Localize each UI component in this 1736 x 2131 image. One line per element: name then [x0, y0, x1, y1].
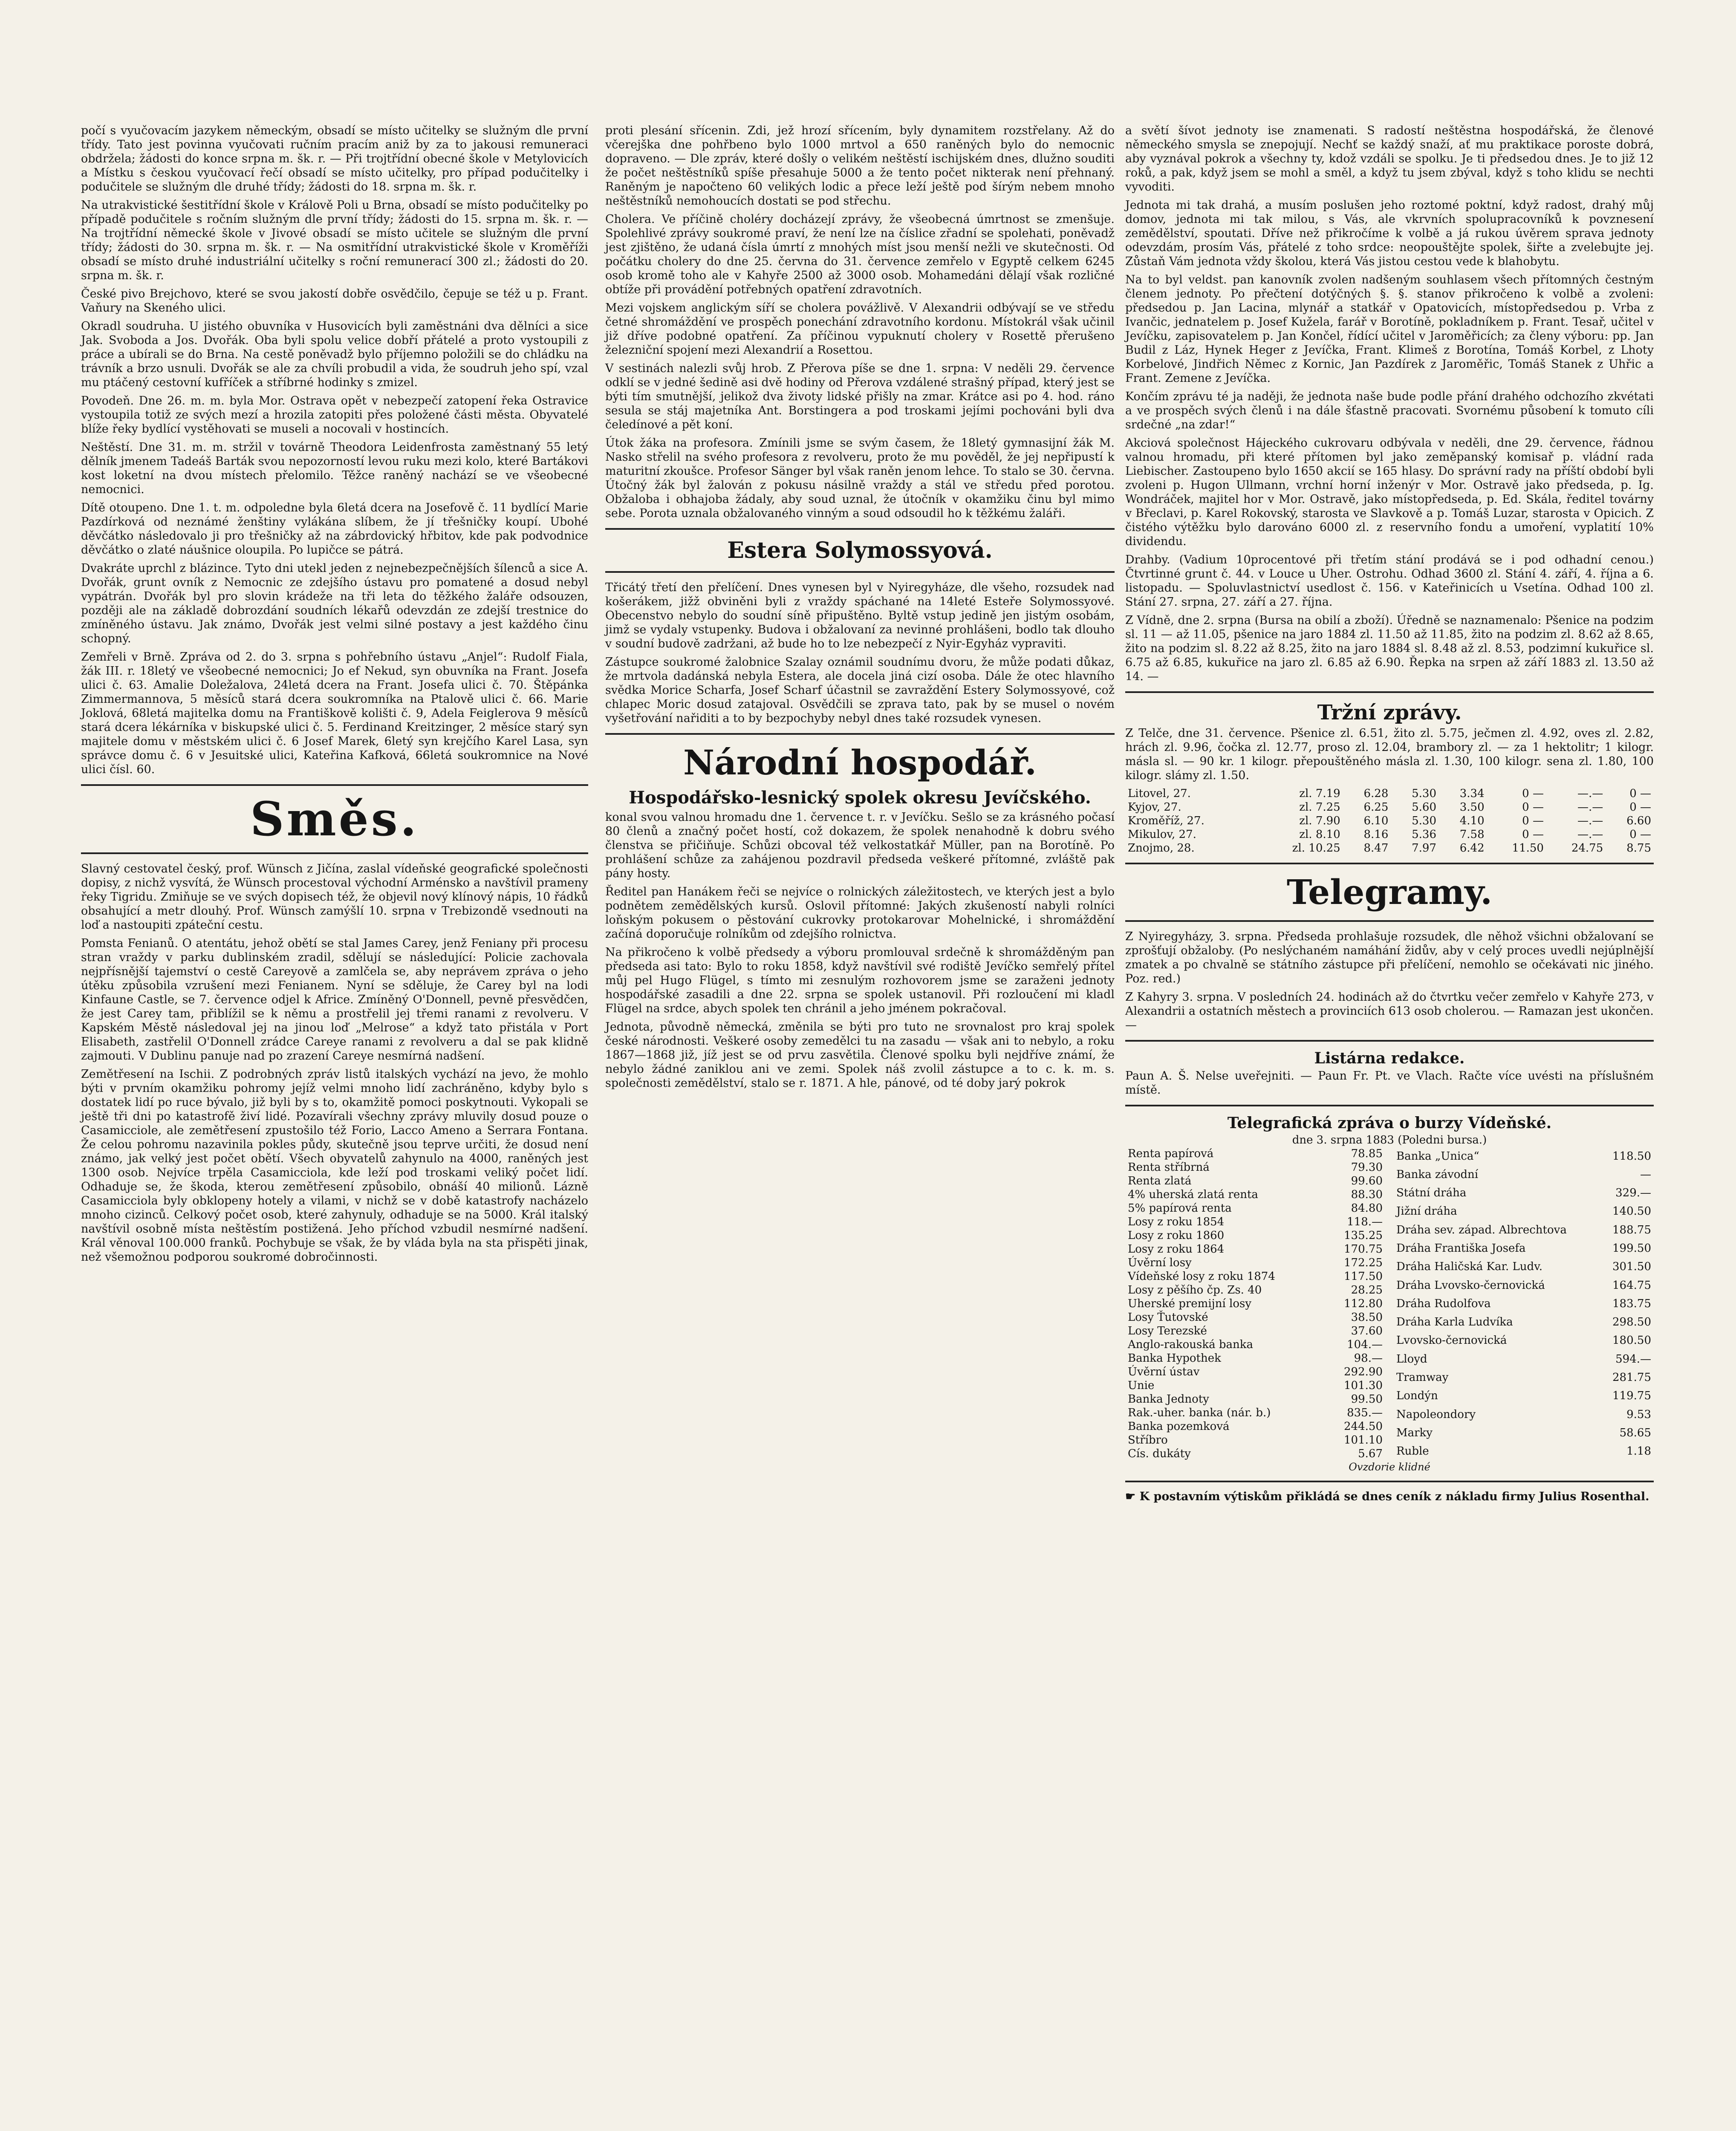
article-spolek-cont: a světí šívot jednoty ise znamenati. S radostí neštěstna hospodářská, že členové německého smysla se znepojují. Nechť se každý snaží, ať mu praktikace poroste dobrá, aby vyznával pokrok a všechny ty, kdož vzdáli se spolku. Je ti předsedou dnes. Je to již 12 roků, a pak, když jsem se mohl a směl, a když tu jsem zbýval, když s toho klidu se nechti vyvoditi. — [1125, 124, 1654, 193]
burza-name: 4% uherská zlatá renta — [1128, 1188, 1258, 1201]
burza-row — [1395, 1276, 1653, 1294]
market-cell: 0 — — [1522, 787, 1544, 800]
burza-row — [1126, 1270, 1384, 1283]
article-ischia: Zemětřesení na Ischii. Z podrobných zpráv listů italských vychází na jevo, že mohlo býti v prvním okamžiku pohromy jejíž velmi mnoho lidí zachráněno, kdyby bylo s dostatek lidí po ruce bývalo, již byli by s to, okamžitě pomoci poskytnouti. Vykopali se ještě tři dni po katastrofě živí lidé. Pozavírali všechny zprávy mluvily dosud pouze o Casamicciole, ale zemětřesení zpustošilo též Forio, Lacco Ameno a Serrara Fontana. Že celou pohromu nazavinila pokles půdy, skutečně jsou teprve určiti, že dosud není známo, jak velký jest počet obětí. Všech obyvatelů zahynulo na 4000, raněných jest 1300 osob. Nejvíce trpěla Casamicciola, kde leží pod troskami veliký počet lidí. Odhaduje se, že škoda, kterou zemětřesení způsobilo, obnáší 40 milionů. Lázně Casamicciola byly obklopeny hotely a vilami, v nichž se v době katastrofy nacházelo mnoho cizinců. Celkový počet osob, které zahynuly, odhaduje se na 5000. Král italský navštívil osobně místa neštěstím postižená. Jeho příchod vzbudil nesmírné nadšení. Král věnoval 100.000 franků. Pochybuje se však, že by vláda byla na sta přispěti jinak, než všemožnou podporou soukromé dobročinnosti. — [81, 1068, 588, 1264]
burza-value: 37.60 — [1351, 1325, 1383, 1337]
burza-name: Renta stříbrná — [1128, 1161, 1210, 1174]
market-cell: 7.97 — [1412, 842, 1436, 855]
market-cell: Mikulov, 27. — [1128, 828, 1196, 841]
burza-row — [1395, 1387, 1653, 1405]
market-cell: 5.36 — [1412, 828, 1436, 841]
market-cell: 3.34 — [1459, 787, 1485, 800]
divider — [1125, 920, 1654, 922]
article-teacher-vacancies: počí s vyučovacím jazykem německým, obsadí se místo učitelky se služným dle první třídy. Tato jest povinna vyučovati ručním pracím aniž by za to jakousi remuneraci obdržela; žádosti do konce srpna m. šk. r. — Při trojtřídní obecné škole v Metylovicích a Místku s českou vyučovací řečí obsadí se místo učitelky, pro případ podučitelky i podučitele se služným dle druhé třídy; žádosti do 18. srpna m. šk. r. — [81, 124, 588, 193]
article-trial-day: Třicátý třetí den přelíčení. Dnes vynesen byl v Nyiregyháze, dle všeho, rozsudek nad košerákem, jižž obviněni byli z vraždy spáchané na 14leté Esteře Solymossyové. Obecenstvo nebylo do soudní síně připuštěno. Byltě vstup jedině jen jistým osobám, jimž se vydaly vstupenky. Budova i obžalovaní za nevinné prohlášeni, bodlo tak dlouho v soudní budově zadržani, až bude ho to lze nebezpečí z Nyir-Egyház vypraviti. — [605, 581, 1115, 650]
divider — [81, 852, 588, 854]
burza-name: Napoleondory — [1396, 1408, 1476, 1421]
burza-name: Banka pozemková — [1128, 1420, 1230, 1433]
burza-row — [1126, 1188, 1384, 1201]
market-cell: 0 — — [1522, 801, 1544, 814]
article-ischia-cont: proti plesání sřícenin. Zdi, jež hrozí sřícením, byly dynamitem rozstřelany. Až do včerejška dne pohřbeno bylo 1000 mrtvol a 650 raněných bylo do nemocnic dopraveno. — Dle zpráv, které došly o velikém neštěstí ischijském dnes, dlužno souditi že počet neštěstníků spíše přesahuje 5000 a že tento počet nikterak není přehnaný. Raněným je napočteno 60 velikých lodic a přece leží ještě pod šírým nebem mnoho neštěstníků nemohoucích dostati se pod střechu. — [605, 124, 1115, 208]
article-spolek-2: Ředitel pan Hanákem řeči se nejvíce o rolnických záležitostech, ve kterých jest a bylo podnětem zemědělských kursů. Oslovil přítomné: Jakých zkušeností nabyli rolníci loňským pokusem o pěstování cukrovky protokarovar Mohelnické, i shromáždění začíná doporučuje rolníkům od zdejšího rolnictva. — [605, 885, 1115, 941]
burza-name: Dráha Lvovsko-černovická — [1396, 1279, 1545, 1292]
market-cell: 6.25 — [1363, 801, 1389, 814]
market-cell: Znojmo, 28. — [1128, 842, 1195, 855]
burza-row — [1126, 1338, 1384, 1351]
burza-name: Banka „Unica“ — [1396, 1149, 1479, 1163]
column-1 — [81, 124, 588, 1268]
burza-name: Státní dráha — [1396, 1187, 1467, 1200]
burza-name: Losy z roku 1864 — [1128, 1243, 1225, 1256]
burza-value: 98.— — [1354, 1352, 1383, 1365]
listarna-text: Paun A. Š. Nelse uveřejniti. — Paun Fr. Pt. ve Vlach. Račte více uvésti na příslušném místě. — [1125, 1069, 1654, 1097]
burza-row — [1395, 1184, 1653, 1202]
market-cell: 0 — — [1629, 801, 1651, 814]
article-spolek-3: Na přikročeno k volbě předsedy a výboru promlouval srdečně k shromážděným pan předseda asi tato: Bylo to roku 1858, když navštívil své rodiště Jevíčko semřelý přítel můj pel Hugo Flügel, s tímto mi zesnulým rozhovorem jsme se zaraženi jednoty hospodářské zasadili a dne 22. srpna se spolek ustanovil. Při rozloučení mi kladl Flügel na srdce, abych spolek ten chránil a jeho jménem pokračoval. — [605, 946, 1115, 1015]
burza-row — [1126, 1284, 1384, 1297]
market-cell: Kyjov, 27. — [1128, 801, 1181, 814]
burza-name: Dráha sev. západ. Albrechtova — [1396, 1223, 1567, 1236]
article-auctions: Drahby. (Vadium 10procentové při třetím stání prodává se i pod odhadní cenou.) Čtvrtinné grunt č. 44. v Louce u Uher. Ostrohu. Odhad 3600 zl. Stání 4. září, 4. října a 6. listopadu. — Spoluvlastnictví usedlost č. 156. v Kateřinicích u Vsetína. Odhad 100 zl. Stání 27. srpna, 27. září a 27. října. — [1125, 553, 1654, 609]
article-cholera-2: Mezi vojskem anglickým síří se cholera povážlivě. V Alexandrii odbývají se ve středu četné shromáždění ve prospěch ponechání zdravotního kordonu. Místokrál však učinil již dříve podobné opatření. Za příčinou vypuknutí cholery v Rosettě přerušeno železniční spojení mezi Alexandrií a Rosettou. — [605, 301, 1115, 357]
divider — [1125, 691, 1654, 693]
burza-name: Losy z roku 1860 — [1128, 1229, 1225, 1242]
telegram-kahyra: Z Kahyry 3. srpna. V posledních 24. hodinách až do čtvrtku večer zemřelo v Kahyře 273, v Alexandrii a ostatních městech a provinciích 613 osob cholerou. — Ramazan jest ukončen. — — [1125, 990, 1654, 1032]
pointing-hand-icon: ☛ — [1125, 1490, 1136, 1503]
burza-name: Renta papírová — [1128, 1147, 1214, 1160]
burza-value: 172.25 — [1344, 1256, 1383, 1269]
burza-name: Losy Ťutovské — [1128, 1311, 1208, 1324]
supplement-note — [1125, 1490, 1654, 1503]
section-title-listarna: Listárna redakce. — [1314, 1049, 1465, 1067]
article-student-attack: Útok žáka na profesora. Zmínili jsme se svým časem, že 18letý gymnasijní žák M. Nasko střelil na svého profesora z revolveru, proto že mu pověděl, že jej nepřipustí k maturitní zkoušce. Profesor Sänger byl však raněn jenom lehce. To stalo se 30. června. Útočný žák byl žalován z pokusu násilně vraždy a stál ve středu před porotou. Obžaloba i obhajoba žádaly, aby soud uznal, že útočník v okamžiku činu byl mimo sebe. Porota uznala obžalovaného vinným a soud odsoudil ho k těžkému žaláři. — [605, 436, 1115, 520]
burza-row — [1126, 1325, 1384, 1337]
article-spolek-1: konal svou valnou hromadu dne 1. července t. r. v Jevíčku. Sešlo se za krásného počasí 80 členů a značný počet hostí, což dokazem, že spolek nenahodně k dobru svého členstva se přičiňuje. Schůzi obcoval též velkostatkář Müller, pan na Borotíně. Po prohlášení schůze za zahájenou pozdravil předseda veškeré přítomné, zvláště pak pány hosty. — [605, 811, 1115, 880]
burza-value: 1.18 — [1626, 1445, 1651, 1458]
burza-value: 298.50 — [1612, 1316, 1651, 1329]
burza-row — [1126, 1256, 1384, 1269]
market-row — [1125, 841, 1654, 855]
burza-name: Stříbro — [1128, 1434, 1168, 1447]
divider — [81, 784, 588, 786]
article-spolek-4: Jednota, původně německá, změnila se býti pro tuto ne srovnalost pro kraj spolek české národnosti. Veškeré osoby zemedělci tu na zasadu — však ani to nebylo, a roku 1867—1868 již, jíž jest se od prvu zasvětila. Členové spolku byli nejdříve známí, že nebylo žádné zaniklou ani ve zemi. Spolek náš zvolil zástupce a to c. k. m. s. společnosti zemědělství, stalo se r. 1871. A hle, pánové, od té doby jarý pokrok — [605, 1020, 1115, 1090]
market-cell: —.— — [1577, 828, 1603, 841]
market-cell: 24.75 — [1571, 842, 1603, 855]
burza-row — [1126, 1434, 1384, 1447]
burza-row — [1395, 1369, 1653, 1386]
burza-value: 78.85 — [1351, 1147, 1383, 1160]
article-spolek-cont-2: Jednota mi tak drahá, a musím poslušen jeho roztomé poktní, když radost, drahý můj domov, jednota mi tak milou, s Vás, ale vkrvních spolupracovníků k povznesení zemědělství, spoutati. Dříve než přikročíme k volbě a já rukou úvěrem sprava jednoty odevzdám, prosím Vás, přátelé z toho srdce: neopouštějte spolek, šiřte a zvelebujte jej. Zůstaň Vám jednota vždy školou, která Vás jistou cestou vede k blahobytu. — [1125, 199, 1654, 268]
burza-name: Uherské premijní losy — [1128, 1297, 1252, 1310]
burza-value: 119.75 — [1612, 1389, 1651, 1403]
article-deaths-brno: Zemřeli v Brně. Zpráva od 2. do 3. srpna s pohřebního ústavu „Anjel“: Rudolf Fiala, žák III. r. 18letý ve všeobecné nemocnici; Jo ef Nekud, syn obuvníka na Frant. Josefa ulici č. 63. Amalie Doležalova, 24letá dcera na Frant. Josefa ulici č. 70. Štěpánka Zimmermannova, 5 měsíců stará dcera soukromníka na Ptalově ulici č. 66. Marie Joklová, 68letá majitelka domu na Františkově kolišti č. 9, Adela Feiglerova 9 měsíců stará dcera lékárníka v biskupské ulici č. 5. Ferdinand Kreitzinger, 2 měsíce starý syn majitele domu v městském ulici č. 6 Josef Marek, 6letý syn krejčího Karel Lasa, syn správce domu č. 6 v Jesuitské ulici, Kateřina Kafková, 66letá soukromnice na Nové ulici čísl. 60. — [81, 650, 588, 776]
market-cell: 5.30 — [1412, 814, 1436, 827]
burza-value: 84.80 — [1351, 1202, 1383, 1215]
market-cell: 6.42 — [1459, 842, 1485, 855]
burza-name: Dráha Františka Josefa — [1396, 1242, 1526, 1255]
burza-value: 180.50 — [1612, 1334, 1651, 1347]
burza-row — [1395, 1424, 1653, 1441]
divider — [1125, 1481, 1654, 1482]
article-fenians: Pomsta Fenianů. O atentátu, jehož obětí se stal James Carey, jenž Feniany při procesu stran vraždy v parku dublinském zradil, sdělují se následující: Policie zachovala nejpřísnější tajemství o cestě Careyově a zamlčela se, aby neprávem zpráva o jeho útěku způsobila vzrušení mezi Fenianem. Nyní se sděluje, že Carey byl na lodi Kinfaune Castle, se 7. července odjel k Africe. Zmíněný O'Donnell, pevně přesvědčen, že jest Carey tam, přiblížil se k němu a prostřelil jej třemi ranami z revolveru. V Kapském Městě následoval jej na jinou loď „Melrose“ a když tato přistála v Port Elisabeth, zastřelil O'Donnell zrádce Careye ranami z revolveru a dal se pak klidně zajmouti. V Dublinu panuje nad po zrazení Careye nesmírná nadšení. — [81, 937, 588, 1063]
burza-value: 79.30 — [1351, 1161, 1383, 1174]
burza-value: 104.— — [1347, 1338, 1383, 1351]
burza-name: Banka Jednoty — [1128, 1393, 1209, 1406]
burza-row — [1395, 1350, 1653, 1368]
burza-row — [1395, 1147, 1653, 1165]
market-cell: 4.10 — [1459, 814, 1485, 827]
market-cell: 6.28 — [1363, 787, 1389, 800]
burza-row — [1126, 1161, 1384, 1174]
article-cholera: Cholera. Ve příčině choléry docházejí zprávy, že všeobecná úmrtnost se zmenšuje. Spolehlivé zprávy soukromé praví, že není lze na číslice zřadní se spolehati, poněvadž jest zjištěno, že udaná čísla úmrtí z mnohých míst jsou menší nežli ve skutečnosti. Od počátku cholery do dne 25. června do 31. července zemřelo v Egyptě celkem 6245 osob kromě toho ale v Kahyře 2500 až 3000 osob. Mohamedáni dělají však rozličné obtíže při provádění potřebných opatření zdravotních. — [605, 213, 1115, 296]
burza-row — [1126, 1243, 1384, 1256]
supplement-text: K postavním výtiskům přikládá se dnes ceník z nákladu firmy Julius Rosenthal. — [1139, 1490, 1649, 1503]
column-2 — [605, 124, 1115, 1094]
market-row — [1125, 800, 1654, 814]
burza-row — [1126, 1311, 1384, 1324]
article-vienna-bourse: Z Vídně, dne 2. srpna (Bursa na obilí a zboží). Úředně se naznamenalo: Pšenice na podzim sl. 11 — až 11.05, pšenice na jaro 1884 zl. 11.50 až 11.85, žito na podzim zl. 8.62 až 8.65, žito na podzim sl. 8.22 až 8.25, žito na jaro 1884 sl. 8.48 až zl. 8.53, podzimní kukuřice sl. 6.75 až 6.85, kukuřice na jaro zl. 6.85 až 6.90. Řepka na srpen až září 1883 zl. 13.50 až 14. — — [1125, 614, 1654, 683]
section-title-burza: Telegrafická zpráva o burzy Vídeňské. — [1227, 1114, 1552, 1132]
market-cell: 8.75 — [1626, 842, 1651, 855]
market-cell: 3.50 — [1459, 801, 1485, 814]
article-wunsch: Slavný cestovatel český, prof. Wünsch z Jičína, zaslal vídeňské geografické společnosti dopisy, z nichž vysvítá, že Wünsch procestoval východní Arménsko a navštívil prameny řeky Tigridu. Zmiňuje se ve svých dopisech též, že objevil nový klínový nápis, 10 řádků obsahující a metr dlouhý. Prof. Wünsch zamýšlí 10. srpna v Trebizondě vsednouti na loď a nastoupiti zpáteční cestu. — [81, 862, 588, 932]
market-cell: —.— — [1577, 801, 1603, 814]
burza-value: 99.50 — [1351, 1393, 1383, 1406]
divider — [1125, 1105, 1654, 1106]
market-row — [1125, 828, 1654, 841]
article-child-robbed: Dítě otoupeno. Dne 1. t. m. odpoledne byla 6letá dcera na Josefově č. 11 bydlící Marie Pazdírková od neznámé ženštiny vylákána slíbem, že jí třešničky koupí. Ubohé děvčátko následovalo ji pro třešničky až na zábrdovický hřbitov, kde pak podvodnice děvčátko o zlaté náušnice oloupila. Po lupičce se pátrá. — [81, 501, 588, 557]
burza-row — [1126, 1420, 1384, 1433]
market-cell: —.— — [1577, 787, 1603, 800]
burza-value: 188.75 — [1612, 1223, 1651, 1236]
burza-value: 101.10 — [1344, 1434, 1383, 1447]
burza-value: 99.60 — [1351, 1175, 1383, 1187]
burza-row — [1126, 1379, 1384, 1392]
market-cell: 5.30 — [1412, 787, 1436, 800]
divider — [605, 571, 1115, 573]
burza-row — [1395, 1258, 1653, 1276]
burza-value: 101.30 — [1344, 1379, 1383, 1392]
burza-value: 117.50 — [1344, 1270, 1383, 1283]
burza-name: Jižní dráha — [1396, 1205, 1457, 1218]
market-cell: zl. 7.25 — [1299, 801, 1340, 814]
burza-value: 329.— — [1615, 1187, 1651, 1200]
market-cell: zl. 7.19 — [1299, 787, 1340, 800]
burza-name: Dráha Haličská Kar. Ludv. — [1396, 1260, 1543, 1273]
article-teacher-vacancies-2: Na utrakvistické šestitřídní škole v Králově Poli u Brna, obsadí se místo podučitelky po případě podučitele s ročním služným dle první třídy; žádosti do 15. srpna m. šk. r. — Na trojtřídní německé škole v Jivové obsadí se místo učitele se služným dle první třídy; žádosti do 30. srpna m. šk. r. — Na osmitřídní utrakvistické škole v Kroměříži obsadí se místo druhé industriální učitelky s roční remunerací 300 zl.; žádosti do 20. srpna m. šk. r. — [81, 199, 588, 282]
burza-row — [1395, 1203, 1653, 1220]
article-beer: České pivo Brejchovo, které se svou jakostí dobře osvědčilo, čepuje se též u p. Frant. Vaňury na Skeného ulici. — [81, 287, 588, 315]
burza-name: Londýn — [1396, 1389, 1438, 1403]
burza-row — [1395, 1332, 1653, 1349]
burza-row — [1126, 1352, 1384, 1365]
article-sugar-company: Akciová společnost Hájeckého cukrovaru odbývala v neděli, dne 29. července, řádnou valnou hromadu, při které přítomen byl jako zeměpanský komisař p. vládní rada Liebischer. Zastoupeno bylo 1650 akcií se 165 hlasy. Do správní rady na příští období byli zvoleni p. Hugon Ullmann, vrchní horní inženýr v Mor. Ostravě jako předseda, p. Ig. Wondráček, majitel hor v Mor. Ostravě, jako místopředseda, p. Ed. Skála, ředitel továrny v Břeclavi, p. Karel Rokovský, starosta ve Slavkově a p. Tomáš Luzar, starosta v Opicich. Z čistého výtěžku bylo darováno 6000 zl. z reservního fondu a umoření, vyplatití 10% dividendu. — [1125, 436, 1654, 548]
burza-row — [1126, 1406, 1384, 1419]
burza-value: 594.— — [1615, 1352, 1651, 1366]
burza-row — [1126, 1447, 1384, 1460]
burza-row — [1126, 1366, 1384, 1378]
burza-value: 835.— — [1347, 1406, 1383, 1419]
burza-name: Úvěrní ústav — [1128, 1366, 1200, 1378]
market-cell: Litovel, 27. — [1128, 787, 1191, 800]
burza-name: Úvěrní losy — [1128, 1256, 1192, 1269]
divider — [605, 733, 1115, 735]
burza-value: — — [1640, 1168, 1651, 1181]
burza-name: Losy z roku 1854 — [1128, 1216, 1225, 1228]
burza-row — [1395, 1239, 1653, 1257]
burza-name: Dráha Karla Ludvíka — [1396, 1316, 1513, 1329]
burza-state: Ovzdorie klidné — [1349, 1461, 1430, 1473]
burza-left-table — [1125, 1146, 1385, 1461]
market-row — [1125, 814, 1654, 828]
burza-row — [1395, 1406, 1653, 1423]
market-table — [1125, 787, 1654, 855]
burza-value: 292.90 — [1344, 1366, 1383, 1378]
burza-name: Anglo-rakouská banka — [1128, 1338, 1254, 1351]
market-cell: 0 — — [1629, 828, 1651, 841]
burza-tables — [1125, 1146, 1654, 1461]
burza-row — [1395, 1221, 1653, 1239]
market-cell: Kroměříž, 27. — [1128, 814, 1205, 827]
section-title-telegramy: Telegramy. — [1286, 872, 1493, 912]
market-cell: 6.60 — [1626, 814, 1651, 827]
market-cell: 6.10 — [1363, 814, 1389, 827]
article-escape: Dvakráte uprchl z blázince. Tyto dni utekl jeden z nejnebezpečnějších šílenců a sice A. Dvořák, grunt ovník z Nemocnic ze zdejšího ústavu pro pomatené a dosud nebyl vypátrán. Dvořák byl pro slovin krádeže na tři leta do těžkého žaláře odsouzen, později ale na základě dobrozdání soudních lékařů odevzdán ze zdejší trestnice do zmíněného ústavu. Jak známo, Dvořák jest velmi silné postavy a jest každého činu schopný. — [81, 562, 588, 645]
burza-row — [1395, 1314, 1653, 1331]
market-cell: zl. 7.90 — [1299, 814, 1340, 827]
burza-value: 28.25 — [1351, 1284, 1383, 1297]
article-trial-2: Zástupce soukromé žalobnice Szalay oznámil soudnímu dvoru, že může podati důkaz, že mrtvola dadánská nebyla Estera, ale docela jiná cizí osoba. Dále že otec hlavního svědka Morice Scharfa, Josef Scharf účastnil se zavraždění Estery Solymossyové, což chlapec Moric dosud zatajoval. Osvědčili se zprava tato, pak by se musel o novém vyšetřování nařiditi a to by bezpochyby nebyl dnes také rozsudek vynesen. — [605, 655, 1115, 725]
burza-name: Banka závodní — [1396, 1168, 1479, 1181]
burza-name: Vídeňské losy z roku 1874 — [1128, 1270, 1275, 1283]
burza-name: 5% papírová renta — [1128, 1202, 1232, 1215]
market-cell: zl. 10.25 — [1292, 842, 1340, 855]
burza-value: 140.50 — [1612, 1205, 1651, 1218]
article-flood: Povodeň. Dne 26. m. m. byla Mor. Ostrava opět v nebezpečí zatopení řeka Ostravice vystoupila totiž ze svých mezí a hrozila zatopiti přes položené části města. Obyvatelé blíže řeky bydlící vystěhovati se museli a nocovali v hostincích. — [81, 394, 588, 436]
section-title-smes: Směs. — [250, 791, 419, 846]
burza-value: 164.75 — [1612, 1279, 1651, 1292]
burza-value: 301.50 — [1612, 1260, 1651, 1273]
divider — [605, 528, 1115, 530]
market-cell: 7.58 — [1459, 828, 1485, 841]
burza-name: Losy z pěšího čp. Zs. 40 — [1128, 1284, 1262, 1297]
market-cell: —.— — [1577, 814, 1603, 827]
burza-row — [1395, 1166, 1653, 1183]
market-cell: 11.50 — [1512, 842, 1544, 855]
market-cell: 8.47 — [1363, 842, 1389, 855]
burza-row — [1126, 1147, 1384, 1160]
article-spolek-close: Končím zprávu té ja naději, že jednota naše bude podle přání drahého odchozího zkvétati a ve prospěch svých členů i na dále šťastně pracovati. Svornému působení k tomuto cíli srdečné „na zdar!“ — [1125, 390, 1654, 431]
burza-row — [1395, 1443, 1653, 1461]
market-row — [1125, 787, 1654, 800]
burza-row — [1126, 1393, 1384, 1406]
divider — [1125, 863, 1654, 864]
article-theft: Okradl soudruha. U jistého obuvníka v Husovicích byli zaměstnáni dva dělníci a sice Jak. Svoboda a Jos. Dvořák. Oba byli spolu velice dobří přátelé a proto vystoupili z práce a ubírali se do Brna. Na cestě poněvadž bylo příjemno položili se do chládku na trávník a brzo usnuli. Dvořák se ale za chvíli probudil a vida, že soudruh jeho spí, vzal mu ptáčený cestovní kufříček a stříbrné hodinky s zmizel. — [81, 320, 588, 389]
column-3 — [1125, 124, 1654, 1503]
burza-name: Renta zlatá — [1128, 1175, 1192, 1187]
market-cell: 0 — — [1522, 828, 1544, 841]
market-cell: 8.16 — [1363, 828, 1389, 841]
burza-value: 112.80 — [1344, 1297, 1383, 1310]
burza-name: Ruble — [1396, 1445, 1429, 1458]
burza-row — [1126, 1297, 1384, 1310]
burza-value: 58.65 — [1619, 1426, 1651, 1439]
burza-name: Lvovsko-černovická — [1396, 1334, 1507, 1347]
burza-value: 281.75 — [1612, 1371, 1651, 1384]
market-cell: 5.60 — [1412, 801, 1436, 814]
burza-date: dne 3. srpna 1883 (Poledni bursa.) — [1292, 1134, 1487, 1146]
subsection-title-spolek: Hospodářsko-lesnický spolek okresu Jevíčského. — [629, 788, 1091, 808]
burza-value: 170.75 — [1344, 1243, 1383, 1256]
burza-value: 118.— — [1347, 1216, 1383, 1228]
burza-value: 135.25 — [1344, 1229, 1383, 1242]
burza-row — [1395, 1295, 1653, 1312]
burza-name: Dráha Rudolfova — [1396, 1297, 1491, 1310]
article-spolek-election: Na to byl veldst. pan kanovník zvolen nadšeným souhlasem všech přítomných čestným členem jednoty. Po přečtení dotýčných §. §. stanov přikročeno k volbě a zvoleni: předsedou p. Jan Lacina, mlynář a statkář v Opatovicích, místopředsedou p. Vrba z Ivančic, jednatelem p. Josef Kužela, farář v Borotíně, pokladníkem p. Frant. Tesař, učitel v Jevíčku, zapisovatelem p. Jan Končel, řídící učitel v Jaroměřicích; za členy výboru: pp. Jan Budil z Láz, Hynek Heger z Jevíčka, Frant. Klimeš z Borotína, Tomáš Korbel, z Lhoty Korbelové, Jindřich Němec z Kornic, Jan Pazdírek z Jaroměřic, Tomáš Stanek z Uhřic a Frant. Zemene z Jevíčka. — [1125, 273, 1654, 385]
telegram-nyiregyhaza: Z Nyiregyházy, 3. srpna. Předseda prohlašuje rozsudek, dle něhož všichni obžalovaní se zprošťují obžaloby. (Po neslýchaném namáhání židův, aby v celý proces uvedli nejúplnější zmatek a po chvalně se státního zástupce při přelíčení, nemohlo se očekávati nic jiného. Poz. red.) — [1125, 930, 1654, 985]
burza-value: 199.50 — [1612, 1242, 1651, 1255]
section-title-trzni: Tržní zprávy. — [1317, 701, 1462, 725]
burza-name: Cís. dukáty — [1128, 1447, 1191, 1460]
burza-name: Unie — [1128, 1379, 1155, 1392]
burza-name: Tramway — [1396, 1371, 1449, 1384]
burza-value: 88.30 — [1351, 1188, 1383, 1201]
burza-row — [1126, 1216, 1384, 1228]
burza-name: Rak.-uher. banka (nár. b.) — [1128, 1406, 1271, 1419]
burza-right-table — [1394, 1146, 1654, 1461]
burza-value: 5.67 — [1358, 1447, 1383, 1460]
market-intro: Z Telče, dne 31. července. Pšenice zl. 6.51, žito zl. 5.75, ječmen zl. 4.92, oves zl. 2.82, hrách zl. 9.96, čočka zl. 12.77, proso zl. 12.04, brambory zl. — za 1 hektolitr; 1 kilogr. másla sl. — 90 kr. 1 kilogr. přepouštěného másla zl. 1.30, 100 kilogr. sena zl. 1.80, 100 kilogr. slámy zl. 1.50. — [1125, 727, 1654, 782]
burza-name: Lloyd — [1396, 1352, 1427, 1366]
section-title-narodni-hospodar: Národní hospodář. — [683, 742, 1037, 783]
burza-value: 118.50 — [1612, 1149, 1651, 1163]
burza-row — [1126, 1202, 1384, 1215]
burza-row — [1126, 1229, 1384, 1242]
divider — [1125, 1040, 1654, 1042]
burza-name: Marky — [1396, 1426, 1433, 1439]
burza-value: 38.50 — [1351, 1311, 1383, 1324]
article-accident: Neštěstí. Dne 31. m. m. stržil v továrně Theodora Leidenfrosta zaměstnaný 55 letý dělník jmenem Tadeáš Barták svou nepozorností levou ruku mezi kolo, které Bartákovi kost loketní na dvou místech přelomilo. Těžce raněný nachází se ve všeobecné nemocnici. — [81, 441, 588, 496]
market-cell: 0 — — [1522, 814, 1544, 827]
burza-name: Banka Hypothek — [1128, 1352, 1221, 1365]
burza-value: 183.75 — [1612, 1297, 1651, 1310]
section-title-estera: Estera Solymossyová. — [727, 537, 993, 563]
market-cell: zl. 8.10 — [1299, 828, 1340, 841]
burza-name: Losy Terezské — [1128, 1325, 1207, 1337]
burza-value: 244.50 — [1344, 1420, 1383, 1433]
article-prerov: V sestinách nalezli svůj hrob. Z Přerova píše se dne 1. srpna: V neděli 29. července odklí se v jedné šedině asi dvě hodiny od Přerova vzdálené strašný případ, který jest se býti tím smutnější, jelikož dva životy lidské přišly na zmar. Krátce asi po 4. hod. ráno sesula se stáj majetníka Ant. Borstingera a pod troskami jejími pochováni byli dva čeledínové a pět koní. — [605, 362, 1115, 431]
market-cell: 0 — — [1629, 787, 1651, 800]
burza-row — [1126, 1175, 1384, 1187]
burza-value: 9.53 — [1626, 1408, 1651, 1421]
